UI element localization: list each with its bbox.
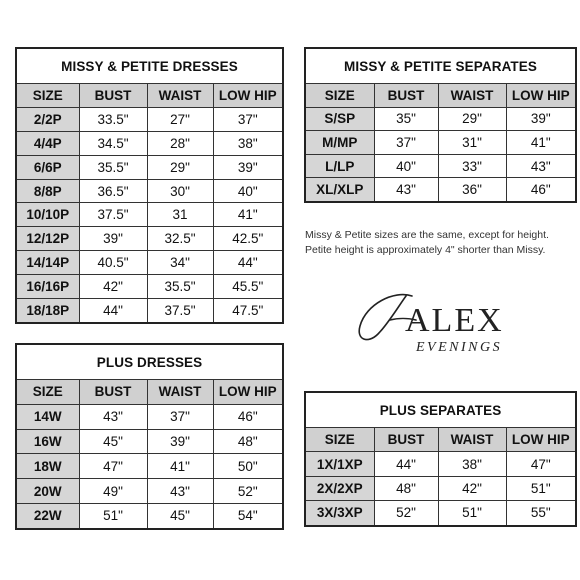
size-cell: M/MP [305, 131, 374, 155]
measurement-cell: 29" [438, 107, 506, 131]
size-cell: 22W [16, 503, 79, 528]
size-cell: 2/2P [16, 107, 79, 131]
table-row [16, 454, 283, 479]
measurement-cell: 35" [374, 107, 438, 131]
table-row [16, 131, 283, 155]
alex-evenings-logo [350, 282, 540, 372]
measurement-cell: 47" [79, 454, 147, 479]
table-row [16, 251, 283, 275]
size-cell: 4/4P [16, 131, 79, 155]
measurement-cell: 39" [213, 155, 283, 179]
measurement-cell: 36.5" [79, 179, 147, 203]
measurement-cell: 35.5" [147, 275, 213, 299]
logo-tagline: EVENINGS [416, 340, 503, 355]
note-line-2: Petite height is approximately 4" shorter than Missy. [305, 244, 546, 256]
size-cell: 18W [16, 454, 79, 479]
plus-dresses-table [15, 343, 284, 530]
column-header: BUST [79, 380, 147, 405]
column-header-row [16, 380, 283, 405]
size-cell: 20W [16, 479, 79, 504]
column-header: WAIST [438, 428, 506, 452]
measurement-cell: 35.5" [79, 155, 147, 179]
column-header: WAIST [147, 84, 213, 108]
column-header: LOW HIP [506, 428, 576, 452]
measurement-cell: 48" [374, 476, 438, 500]
column-header: LOW HIP [213, 380, 283, 405]
size-cell: XL/XLP [305, 178, 374, 202]
table-row [16, 107, 283, 131]
column-header: LOW HIP [506, 84, 576, 108]
measurement-cell: 43" [147, 479, 213, 504]
measurement-cell: 37" [374, 131, 438, 155]
column-header: SIZE [16, 380, 79, 405]
table-title: MISSY & PETITE DRESSES [16, 48, 283, 84]
measurement-cell: 45" [79, 429, 147, 454]
column-header: BUST [374, 84, 438, 108]
table-title: PLUS SEPARATES [305, 392, 576, 428]
column-header: WAIST [147, 380, 213, 405]
table-title: PLUS DRESSES [16, 344, 283, 380]
table-row [305, 476, 576, 500]
table-row [305, 452, 576, 476]
measurement-cell: 40" [213, 179, 283, 203]
column-header: WAIST [438, 84, 506, 108]
measurement-cell: 41" [506, 131, 576, 155]
measurement-cell: 41" [147, 454, 213, 479]
measurement-cell: 28" [147, 131, 213, 155]
measurement-cell: 34.5" [79, 131, 147, 155]
measurement-cell: 51" [506, 476, 576, 500]
measurement-cell: 37" [147, 404, 213, 429]
size-cell: 14W [16, 404, 79, 429]
size-cell: 1X/1XP [305, 452, 374, 476]
note-line-1: Missy & Petite sizes are the same, except for height. [305, 229, 549, 241]
measurement-cell: 44" [374, 452, 438, 476]
measurement-cell: 46" [506, 178, 576, 202]
measurement-cell: 54" [213, 503, 283, 528]
size-cell: 2X/2XP [305, 476, 374, 500]
size-cell: 8/8P [16, 179, 79, 203]
measurement-cell: 33.5" [79, 107, 147, 131]
measurement-cell: 37.5" [79, 203, 147, 227]
measurement-cell: 38" [213, 131, 283, 155]
measurement-cell: 42" [438, 476, 506, 500]
size-cell: L/LP [305, 154, 374, 178]
measurement-cell: 42.5" [213, 227, 283, 251]
column-header: SIZE [305, 428, 374, 452]
measurement-cell: 37" [213, 107, 283, 131]
measurement-cell: 40" [374, 154, 438, 178]
measurement-cell: 47.5" [213, 299, 283, 323]
measurement-cell: 43" [374, 178, 438, 202]
missy-petite-separates-table [304, 47, 577, 203]
measurement-cell: 42" [79, 275, 147, 299]
measurement-cell: 51" [438, 501, 506, 526]
column-header: SIZE [16, 84, 79, 108]
table-row [305, 107, 576, 131]
measurement-cell: 51" [79, 503, 147, 528]
measurement-cell: 29" [147, 155, 213, 179]
measurement-cell: 44" [79, 299, 147, 323]
size-cell: 6/6P [16, 155, 79, 179]
size-cell: 12/12P [16, 227, 79, 251]
measurement-cell: 38" [438, 452, 506, 476]
table-row [16, 203, 283, 227]
table-row [305, 501, 576, 526]
column-header: SIZE [305, 84, 374, 108]
column-header-row [16, 84, 283, 108]
measurement-cell: 45" [147, 503, 213, 528]
column-header: LOW HIP [213, 84, 283, 108]
table-row [16, 227, 283, 251]
petite-sizing-note [305, 228, 580, 258]
size-cell: S/SP [305, 107, 374, 131]
measurement-cell: 47" [506, 452, 576, 476]
table-row [305, 131, 576, 155]
column-header: BUST [374, 428, 438, 452]
size-cell: 16/16P [16, 275, 79, 299]
table-row [16, 479, 283, 504]
measurement-cell: 49" [79, 479, 147, 504]
measurement-cell: 39" [506, 107, 576, 131]
measurement-cell: 52" [374, 501, 438, 526]
measurement-cell: 44" [213, 251, 283, 275]
table-row [305, 178, 576, 202]
measurement-cell: 31 [147, 203, 213, 227]
measurement-cell: 52" [213, 479, 283, 504]
measurement-cell: 37.5" [147, 299, 213, 323]
measurement-cell: 43" [506, 154, 576, 178]
size-cell: 14/14P [16, 251, 79, 275]
table-title: MISSY & PETITE SEPARATES [305, 48, 576, 84]
measurement-cell: 48" [213, 429, 283, 454]
size-cell: 18/18P [16, 299, 79, 323]
measurement-cell: 33" [438, 154, 506, 178]
measurement-cell: 31" [438, 131, 506, 155]
measurement-cell: 41" [213, 203, 283, 227]
column-header-row [305, 428, 576, 452]
table-row [16, 275, 283, 299]
size-cell: 10/10P [16, 203, 79, 227]
measurement-cell: 46" [213, 404, 283, 429]
table-row [16, 179, 283, 203]
measurement-cell: 40.5" [79, 251, 147, 275]
table-row [16, 429, 283, 454]
missy-petite-dresses-table [15, 47, 284, 324]
measurement-cell: 45.5" [213, 275, 283, 299]
table-row [16, 299, 283, 323]
table-row [16, 404, 283, 429]
measurement-cell: 39" [79, 227, 147, 251]
measurement-cell: 43" [79, 404, 147, 429]
size-cell: 3X/3XP [305, 501, 374, 526]
column-header-row [305, 84, 576, 108]
measurement-cell: 30" [147, 179, 213, 203]
measurement-cell: 34" [147, 251, 213, 275]
logo-brand: ALEX [405, 302, 504, 339]
measurement-cell: 50" [213, 454, 283, 479]
measurement-cell: 36" [438, 178, 506, 202]
measurement-cell: 27" [147, 107, 213, 131]
table-row [305, 154, 576, 178]
size-cell: 16W [16, 429, 79, 454]
measurement-cell: 32.5" [147, 227, 213, 251]
column-header: BUST [79, 84, 147, 108]
table-row [16, 155, 283, 179]
measurement-cell: 39" [147, 429, 213, 454]
table-row [16, 503, 283, 528]
plus-separates-table [304, 391, 577, 527]
measurement-cell: 55" [506, 501, 576, 526]
